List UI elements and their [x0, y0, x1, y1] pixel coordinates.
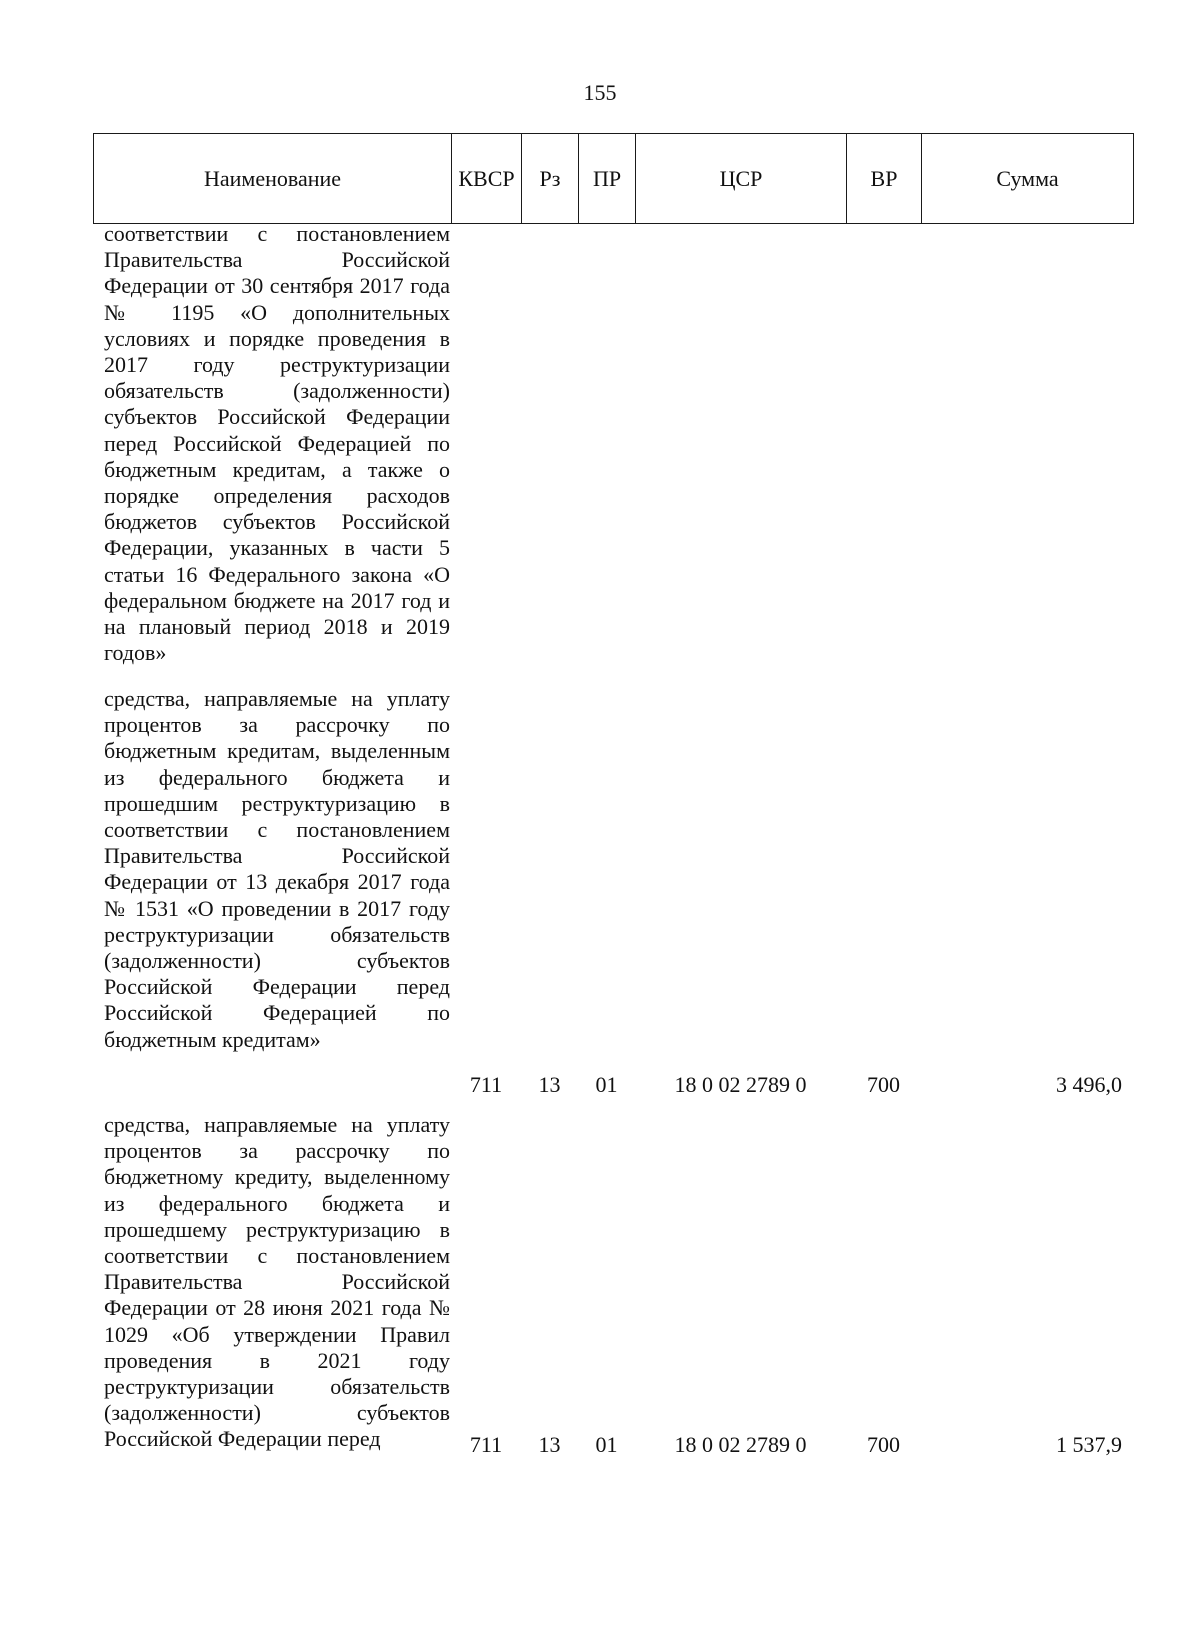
column-header-csr: ЦСР: [636, 134, 847, 224]
column-header-name: Наименование: [94, 134, 452, 224]
row-kvsr: 711: [469, 1072, 503, 1097]
row-vr: 700: [867, 1432, 900, 1457]
row-kvsr: 711: [469, 1432, 503, 1457]
column-header-sum: Сумма: [922, 134, 1134, 224]
row-name: средства, направляемые на уплату процентов за рассрочку по бюджетным кредитам, выделенным из федерального бюджета и прошедшим реструктуризацию в соответствии с постановлением Правительства Российской Федерации от 13 декабря 2017 года № 1531 «О проведении в 2017 году реструктуризации обязательств (задолженности) субъектов Российской Федерации перед Российской Федерацией по бюджетным кредитам»: [104, 686, 450, 1052]
row-name: соответствии с постановлением Правительства Российской Федерации от 30 сентября 2017 года № 1195 «О дополнительных условиях и порядке проведения в 2017 году реструктуризации обязательств (задолженности) субъектов Российской Федерации перед Российской Федерацией по бюджетным кредитам, а также о порядке определения расходов бюджетов субъектов Российской Федерации, указанных в части 5 статьи 16 Федерального закона «О федеральном бюджете на 2017 год и на плановый период 2018 и 2019 годов»: [104, 221, 450, 666]
row-pr: 01: [595, 1072, 618, 1097]
page-number: 155: [583, 80, 617, 105]
column-header-kvsr: КВСР: [452, 134, 522, 224]
row-csr: 18 0 02 2789 0: [674, 1072, 807, 1097]
table-header: [93, 133, 1134, 224]
row-sum: 1 537,9: [1056, 1432, 1122, 1457]
column-header-pr: ПР: [579, 134, 636, 224]
row-rz: 13: [538, 1072, 561, 1097]
row-vr: 700: [867, 1072, 900, 1097]
row-csr: 18 0 02 2789 0: [674, 1432, 807, 1457]
column-header-vr: ВР: [847, 134, 922, 224]
column-header-rz: Рз: [522, 134, 579, 224]
row-rz: 13: [538, 1432, 561, 1457]
row-name: средства, направляемые на уплату процентов за рассрочку по бюджетному кредиту, выделенному из федерального бюджета и прошедшему реструктуризацию в соответствии с постановлением Правительства Российской Федерации от 28 июня 2021 года № 1029 «Об утверждении Правил проведения в 2021 году реструктуризации обязательств (задолженности) субъектов Российской Федерации перед: [104, 1112, 450, 1452]
row-sum: 3 496,0: [1056, 1072, 1122, 1097]
row-pr: 01: [595, 1432, 618, 1457]
